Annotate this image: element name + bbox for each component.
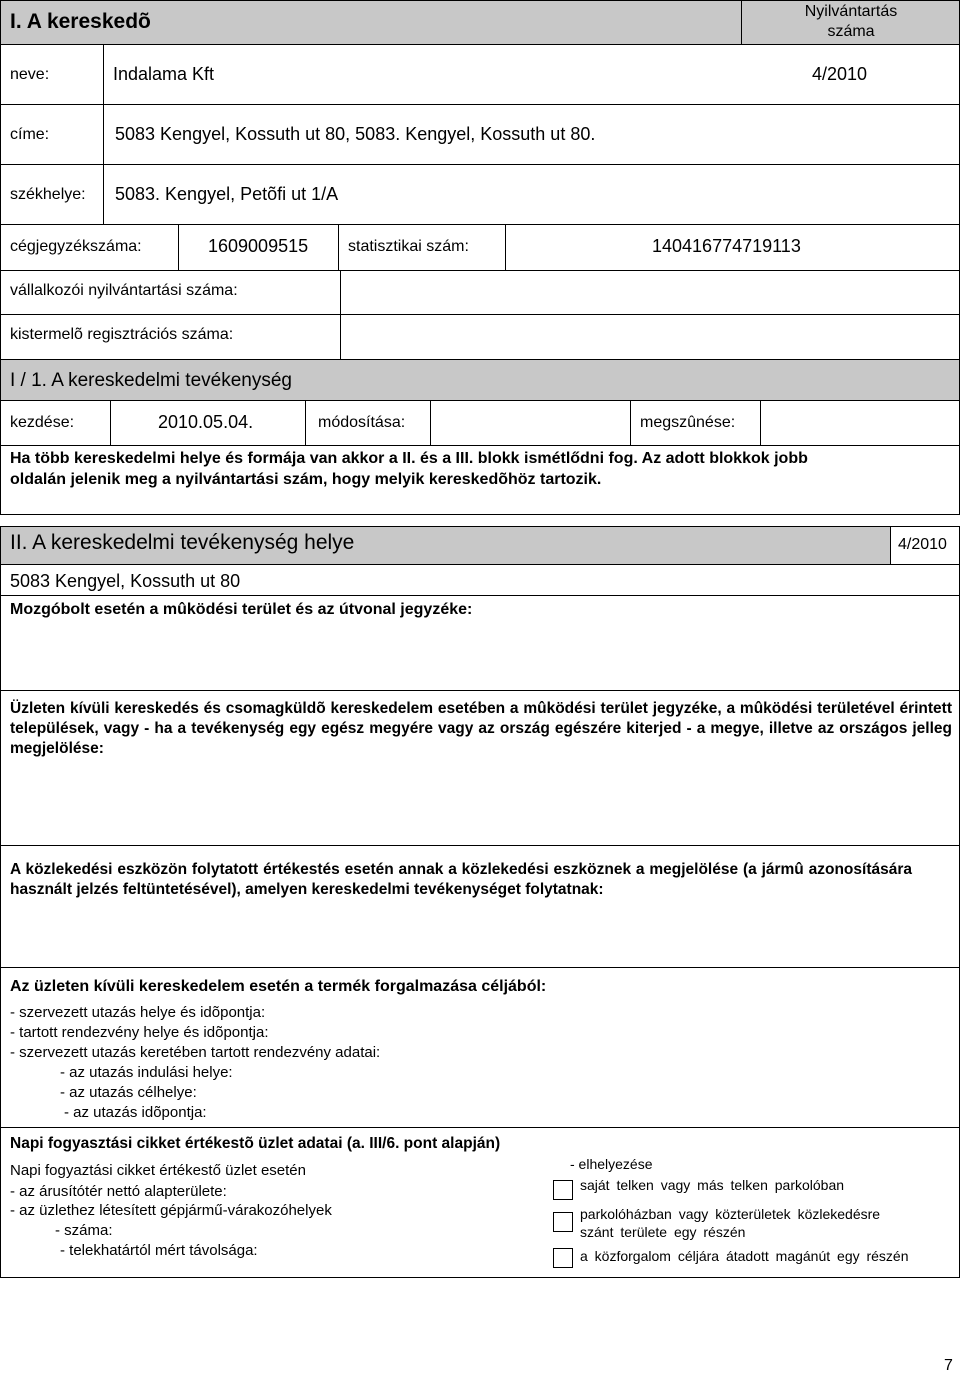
purpose-item: - szervezett utazás helye és idõpontja: — [10, 1004, 266, 1021]
stat-value: 140416774719113 — [652, 236, 801, 256]
row-divider — [0, 164, 960, 165]
col-divider — [340, 270, 341, 360]
start-value: 2010.05.04. — [158, 412, 254, 432]
row-divider — [0, 564, 960, 565]
start-label: kezdése: — [10, 414, 75, 431]
page-number: 7 — [944, 1357, 953, 1374]
company-reg-value: 1609009515 — [208, 236, 309, 256]
end-label: megszûnése: — [640, 414, 736, 431]
col-divider — [305, 400, 306, 446]
row-divider — [0, 270, 960, 271]
address-label: címe: — [10, 126, 50, 143]
vehicle-label: A közlekedési eszközön folytatott értékestés esetén annak a közlekedési eszköznek a megjelölése (a jármû azonosítására használt jelzés feltüntetésével), amelyen kereskedelmi tevékenységet folytatnak: — [10, 861, 912, 898]
placement-option: a közforgalom céljára átadott magánút egy részén — [580, 1248, 909, 1264]
row-divider — [0, 1127, 960, 1128]
stat-label: statisztikai szám: — [348, 238, 469, 255]
modify-label: módosítása: — [318, 414, 406, 431]
checkbox-parking-house[interactable] — [553, 1212, 573, 1232]
purpose-title: Az üzleten kívüli kereskedelem esetén a termék forgalmazása céljából: — [10, 978, 547, 995]
row-divider — [0, 224, 960, 225]
name-label: neve: — [10, 66, 50, 83]
row-divider — [0, 314, 960, 315]
daily-item: - az árusítótér nettó alapterülete: — [10, 1183, 227, 1200]
checkbox-own-parking[interactable] — [553, 1180, 573, 1200]
activity-dates-row — [0, 400, 960, 446]
row-divider — [0, 845, 960, 846]
placement-option: saját telken vagy más telken parkolóban — [580, 1177, 845, 1193]
col-divider — [630, 400, 631, 446]
col-divider — [110, 400, 111, 446]
section-1-1-title: I / 1. A kereskedelmi tevékenység — [10, 370, 292, 391]
col-divider — [760, 400, 761, 446]
col-divider — [178, 224, 179, 270]
entrepreneur-label: vállalkozói nyilvántartási száma: — [10, 282, 238, 299]
company-reg-label: cégjegyzékszáma: — [10, 238, 142, 255]
placement-title: - elhelyezése — [570, 1156, 653, 1172]
row-divider — [0, 967, 960, 968]
section-2-registry-number: 4/2010 — [898, 536, 947, 553]
checkbox-private-road[interactable] — [553, 1248, 573, 1268]
seat-value: 5083. Kengyel, Petõfi ut 1/A — [115, 184, 339, 204]
purpose-item: - tartott rendezvény helye és idõpontja: — [10, 1024, 269, 1041]
purpose-subitem: - az utazás idõpontja: — [64, 1104, 207, 1121]
address-value: 5083 Kengyel, Kossuth ut 80, 5083. Kengyel, Kossuth ut 80. — [115, 124, 596, 144]
daily-item: - az üzlethez létesített gépjármű-várakozóhelyek — [10, 1202, 332, 1219]
col-divider — [505, 224, 506, 270]
col-divider — [890, 526, 891, 564]
name-value: Indalama Kft — [113, 64, 215, 84]
purpose-subitem: - az utazás célhelye: — [60, 1084, 197, 1101]
daily-subitem: - telekhatártól mért távolsága: — [60, 1242, 258, 1259]
placement-option: szánt területe egy részén — [580, 1224, 746, 1240]
section-2-title: II. A kereskedelmi tevékenység helye — [10, 531, 355, 554]
purpose-subitem: - az utazás indulási helye: — [60, 1064, 233, 1081]
producer-label: kistermelõ regisztrációs száma: — [10, 326, 234, 343]
section-1-title: I. A kereskedõ — [10, 10, 151, 33]
note-text: Ha több kereskedelmi helye és formája van akkor a II. és a III. blokk ismétlődni fog. Az adott blokkok jobb oldalán jelenik meg a nyilvántartási szám, hogy melyik kereskedõhöz tartozik. — [10, 450, 808, 488]
row-divider — [0, 690, 960, 691]
col-divider — [430, 400, 431, 446]
row-divider — [0, 104, 960, 105]
registry-label-line1: Nyilvántartás — [804, 3, 898, 20]
label-divider — [103, 44, 104, 224]
daily-subitem: - száma: — [55, 1222, 113, 1239]
registry-number: 4/2010 — [812, 64, 868, 84]
location-value: 5083 Kengyel, Kossuth ut 80 — [10, 571, 241, 591]
daily-title: Napi fogyasztási cikket értékestõ üzlet adatai (a. III/6. pont alapján) — [10, 1135, 501, 1152]
col-divider — [338, 224, 339, 270]
mobile-shop-label: Mozgóbolt esetén a mûködési terület és az útvonal jegyzéke: — [10, 601, 473, 618]
outside-shop-label: Üzleten kívüli kereskedés és csomagküldõ kereskedelem esetében a mûködési terület jegyzéke, a mûködési területével érintett települések, vagy - ha a tevékenység egy egész megyére vagy az ország egészére kiterjed - a megye, illetve az országos jelleg megjelölése: — [10, 700, 952, 757]
seat-label: székhelye: — [10, 186, 86, 203]
registry-label-line2: száma — [827, 23, 875, 40]
daily-intro: Napi fogyaztási cikket értékestő üzlet esetén — [10, 1162, 306, 1179]
registry-label — [742, 2, 960, 42]
row-divider — [0, 595, 960, 596]
purpose-item: - szervezett utazás keretében tartott rendezvény adatai: — [10, 1044, 381, 1061]
placement-option: parkolóházban vagy közterületek közlekedésre — [580, 1206, 881, 1222]
